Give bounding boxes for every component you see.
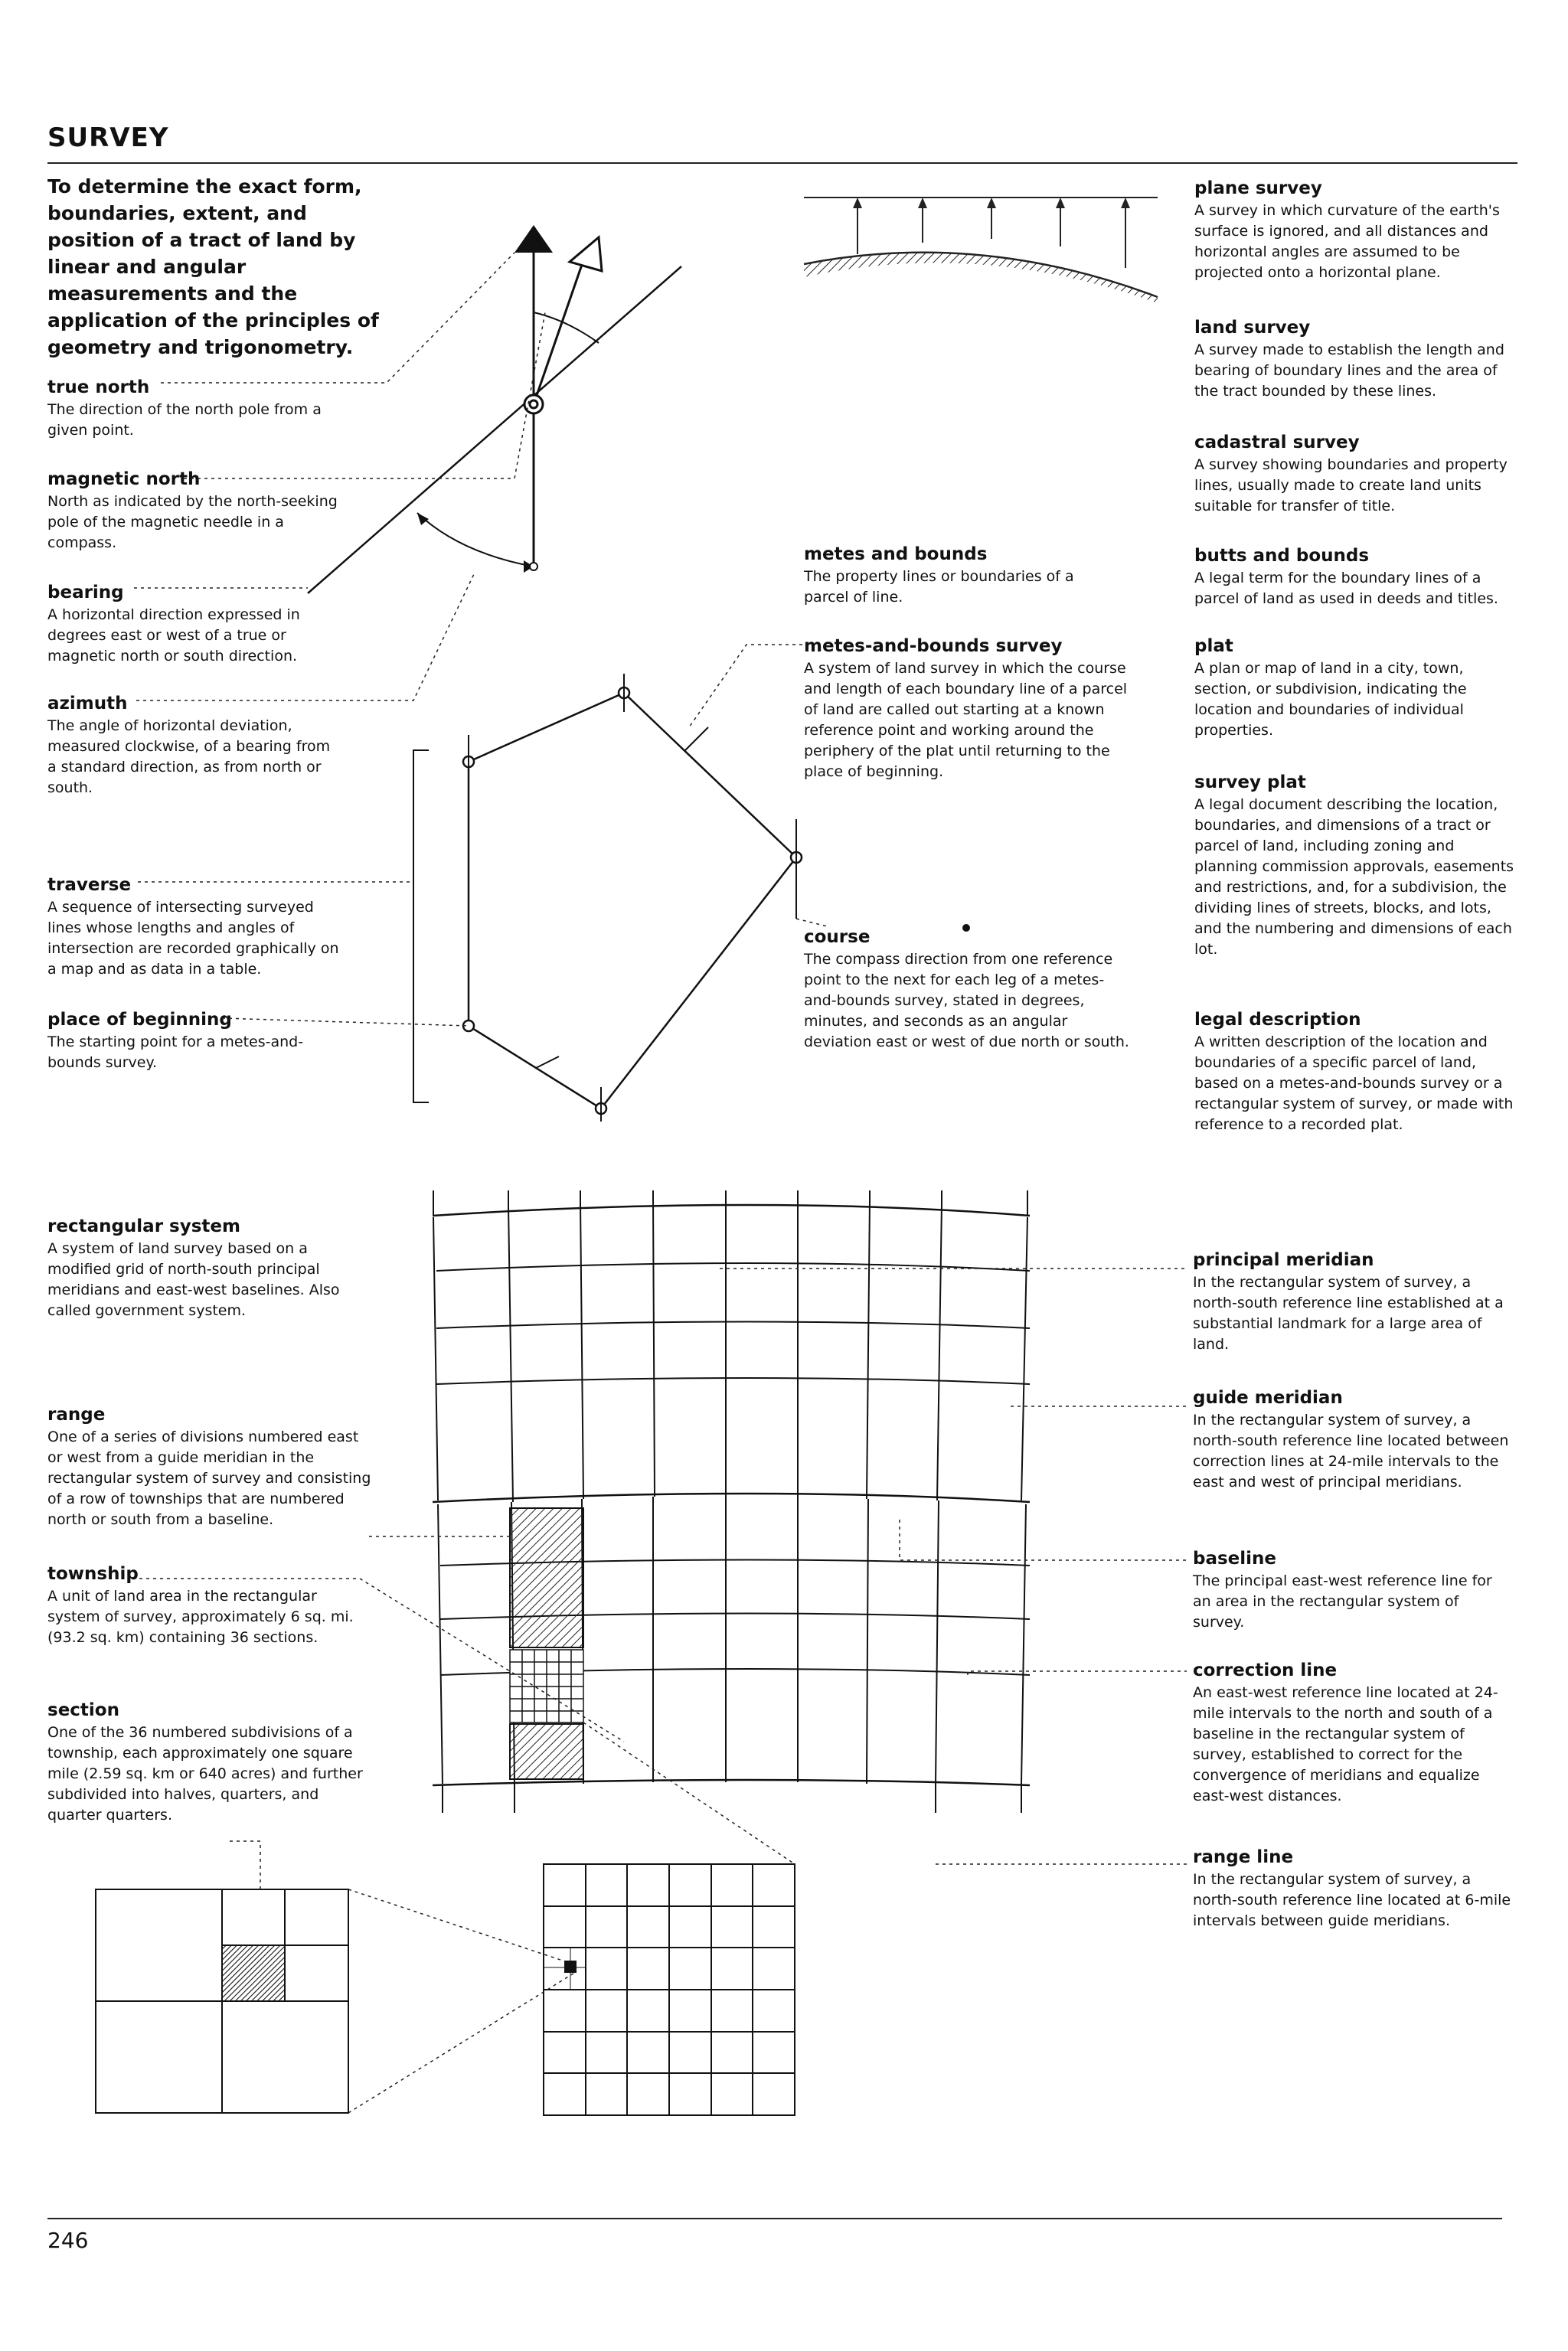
magnetic-north-line bbox=[534, 260, 583, 404]
def-traverse: A sequence of intersecting surveyed lines whose lengths and angles of intersection are recorded graphically on a map and as data in a table. bbox=[47, 899, 339, 978]
def-bearing: A horizontal direction expressed in degrees east or west of a true or magnetic north or south direction. bbox=[47, 606, 300, 664]
term-legal-description: legal description bbox=[1194, 1010, 1361, 1030]
term-rectangular-system: rectangular system bbox=[47, 1216, 240, 1236]
footer-rule bbox=[47, 2218, 1502, 2219]
def-cadastral-survey: A survey showing boundaries and property lines, usually made to create land units suitable for transfer of title. bbox=[1194, 456, 1508, 514]
term-place-of-beginning: place of beginning bbox=[47, 1010, 232, 1030]
def-rectangular-system: A system of land survey based on a modified grid of north-south principal meridians and east-west baselines. Also called government system. bbox=[47, 1240, 340, 1319]
term-baseline: baseline bbox=[1193, 1549, 1277, 1569]
term-correction-line: correction line bbox=[1193, 1660, 1338, 1680]
def-range: One of a series of divisions numbered east or west from a guide meridian in the rectangular system of survey and consisting of a row of townships that are numbered north or south from a baseline. bbox=[47, 1429, 371, 1528]
def-survey-plat: A legal document describing the location, boundaries, and dimensions of a tract or parcel of land, including zoning and planning commission approvals, easements and restrictions, and, for a subdivision, the dividing lines of streets, blocks, and lots, and the numbering and dimensions of each lot. bbox=[1194, 796, 1514, 958]
term-metes-and-bounds: metes and bounds bbox=[804, 544, 988, 564]
term-range-line: range line bbox=[1193, 1847, 1294, 1867]
term-land-survey: land survey bbox=[1194, 318, 1311, 338]
def-correction-line: An east-west reference line located at 24-mile intervals to the north and south of a baseline in the rectangular system of survey, established to correct for the convergence of meridians and equalize east-west distances. bbox=[1193, 1684, 1498, 1804]
term-azimuth: azimuth bbox=[47, 694, 128, 713]
term-bearing: bearing bbox=[47, 583, 124, 602]
def-metes-and-bounds: The property lines or boundaries of a parcel of line. bbox=[804, 568, 1074, 606]
page-title: SURVEY bbox=[47, 122, 169, 153]
title-rule bbox=[47, 162, 1517, 164]
term-course: course bbox=[804, 927, 871, 947]
course-dot bbox=[962, 924, 970, 932]
township-sections-grid bbox=[510, 1650, 583, 1722]
term-cadastral-survey: cadastral survey bbox=[1194, 433, 1360, 452]
term-township: township bbox=[47, 1564, 139, 1584]
def-principal-meridian: In the rectangular system of survey, a north-south reference line established at a substantial landmark for a large area of land. bbox=[1193, 1274, 1504, 1353]
def-township: A unit of land area in the rectangular system of survey, approximately 6 sq. mi. (93.2 sq. km) containing 36 sections. bbox=[47, 1588, 354, 1646]
compass-center bbox=[524, 395, 543, 413]
term-magnetic-north: magnetic north bbox=[47, 469, 201, 489]
def-legal-description: A written description of the location and boundaries of a specific parcel of land, based on a metes-and-bounds survey or a rectangular system of survey, or made with reference to a recorded plat. bbox=[1194, 1033, 1514, 1133]
range-hatched-column bbox=[510, 1508, 583, 1647]
def-plane-survey: A survey in which curvature of the earth's surface is ignored, and all distances and horizontal angles are assumed to be projected onto a horizontal plane. bbox=[1194, 202, 1500, 281]
def-azimuth: The angle of horizontal deviation, measured clockwise, of a bearing from a standard direction, as from north or south. bbox=[47, 717, 331, 796]
def-guide-meridian: In the rectangular system of survey, a north-south reference line located between correction lines at 24-mile intervals to the east and west of principal meridians. bbox=[1193, 1412, 1509, 1491]
term-metes-and-bounds-survey: metes-and-bounds survey bbox=[804, 636, 1063, 656]
term-true-north: true north bbox=[47, 377, 150, 397]
def-true-north: The direction of the north pole from a given point. bbox=[47, 401, 322, 439]
grid-leaders bbox=[139, 1269, 1187, 2113]
plane-survey-figure bbox=[804, 198, 1158, 303]
term-section: section bbox=[47, 1700, 119, 1720]
traverse-figure bbox=[413, 674, 802, 1122]
def-plat: A plan or map of land in a city, town, section, or subdivision, indicating the location and boundaries of individual properties. bbox=[1194, 660, 1467, 739]
term-traverse: traverse bbox=[47, 875, 132, 895]
enlarged-section bbox=[96, 1889, 348, 2113]
def-metes-and-bounds-survey: A system of land survey in which the course and length of each boundary line of a parcel of land are called out starting at a known reference point and working around the periphery of the plat until returning to the place of beginning. bbox=[804, 660, 1128, 780]
def-place-of-beginning: The starting point for a metes-and-bounds survey. bbox=[47, 1033, 304, 1071]
term-plane-survey: plane survey bbox=[1194, 178, 1322, 198]
page-number: 246 bbox=[47, 2228, 89, 2253]
true-north-arrowhead bbox=[514, 225, 553, 253]
term-principal-meridian: principal meridian bbox=[1193, 1250, 1374, 1270]
enlarged-township bbox=[544, 1864, 795, 2115]
def-butts-and-bounds: A legal term for the boundary lines of a parcel of land as used in deeds and titles. bbox=[1194, 570, 1498, 607]
range-hatched-lower bbox=[510, 1724, 583, 1779]
def-magnetic-north: North as indicated by the north-seeking pole of the magnetic needle in a compass. bbox=[47, 493, 338, 551]
term-butts-and-bounds: butts and bounds bbox=[1194, 546, 1370, 566]
intro-text: To determine the exact form, boundaries, extent, and position of a tract of land by linear and angular measurements and the application of the principles of geometry and trigonometry. bbox=[47, 175, 379, 358]
term-survey-plat: survey plat bbox=[1194, 772, 1306, 792]
def-range-line: In the rectangular system of survey, a north-south reference line located at 6-mile intervals between guide meridians. bbox=[1193, 1871, 1511, 1929]
def-course: The compass direction from one reference point to the next for each leg of a metes-and-bounds survey, stated in degrees, minutes, and seconds as an angular deviation east or west of due north or south. bbox=[804, 951, 1129, 1050]
term-guide-meridian: guide meridian bbox=[1193, 1388, 1343, 1408]
term-range: range bbox=[47, 1405, 106, 1425]
rectangular-grid bbox=[433, 1190, 1030, 1813]
def-baseline: The principal east-west reference line for an area in the rectangular system of survey. bbox=[1193, 1572, 1492, 1631]
magnetic-north-arrowhead bbox=[570, 237, 602, 271]
def-land-survey: A survey made to establish the length and bearing of boundary lines and the area of the tract bounded by these lines. bbox=[1194, 341, 1504, 400]
term-plat: plat bbox=[1194, 636, 1233, 656]
def-section: One of the 36 numbered subdivisions of a township, each approximately one square mile (2.59 sq. km or 640 acres) and further subdivided into halves, quarters, and quarter quarters. bbox=[47, 1724, 363, 1824]
